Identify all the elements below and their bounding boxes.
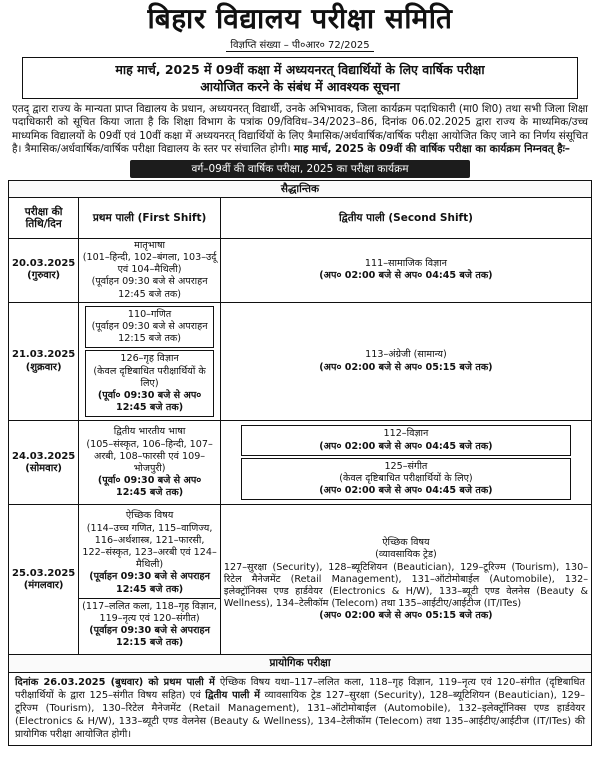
subject-line-2: आयोजित करने के संबंध में आवश्यक सूचना xyxy=(200,79,400,94)
page-title: बिहार विद्यालय परीक्षा समिति xyxy=(147,2,453,35)
first-shift-cell xyxy=(79,302,221,421)
table-row xyxy=(9,302,592,421)
practical-row xyxy=(9,672,592,745)
second-shift-cell: 111–सामाजिक विज्ञान (अप० 02:00 बजे से अप० 04:45 बजे तक) xyxy=(220,238,591,302)
subject-block: 126–गृह विज्ञान (केवल दृष्टिबाधित परीक्षार्थियों के लिए) (पूर्वा० 09:30 बजे से अप० 12:45 बजे तक) xyxy=(85,350,213,417)
schedule-title: वर्ग–09वीं की वार्षिक परीक्षा, 2025 का परीक्षा कार्यक्रम xyxy=(130,160,470,178)
section-theory: सैद्धान्तिक xyxy=(9,180,592,197)
date-cell: 20.03.2025 (गुरुवार) xyxy=(9,238,79,302)
schedule-table xyxy=(8,180,592,746)
second-shift-cell: ऐच्छिक विषय (व्यावसायिक ट्रेड) 127–सुरक्षा (Security), 128–ब्यूटिशियन (Beautician), 129–टूरिज्म (Tourism), 130–रिटेल मैनेजमेंट (Retail Management), 131–ऑटोमोबाईल (Automobile), 132–इलेक्ट्रॉनिक्स एण्ड हार्डवेयर (Electronics & H/W), 133–ब्यूटी एण्ड वेलनेस (Beauty & Wellness), 134–टेलीकॉम (Telecom) तथा 135–आईटीए/आईटीज (IT/ITes) (अप० 02:00 बजे से अप० 05:15 बजे तक) xyxy=(220,505,591,655)
section-practical-row xyxy=(9,655,592,672)
notice-number: विज्ञप्ति संख्या – पी०आर० 72/2025 xyxy=(8,37,592,51)
first-shift-cell: द्वितीय भारतीय भाषा (105–संस्कृत, 106–हिन्दी, 107–अरबी, 108–फारसी एवं 109–भोजपुरी) (पूर्वा० 09:30 बजे से अप० 12:45 बजे तक) xyxy=(79,421,221,505)
second-shift-cell xyxy=(220,421,591,505)
table-header xyxy=(9,197,592,238)
first-shift-cell: मातृभाषा (101–हिन्दी, 102–बंगला, 103–उर्दू एवं 104–मैथिली) (पूर्वाहन 09:30 बजे से अपराहन 12:45 बजे तक) xyxy=(79,238,221,302)
practical-text: दिनांक 26.03.2025 (बुधवार) को प्रथम पाली में ऐच्छिक विषय यथा–117–ललित कला, 118–गृह विज्ञान, 119–नृत्य एवं 120–संगीत (दृष्टिबाधित परीक्षार्थियों के द्वारा 125–संगीत विषय सहित) एवं द्वितीय पाली में व्यावसायिक ट्रेड 127–सुरक्षा (Security), 128–ब्यूटिशियन (Beautician), 129–टूरिज्म (Tourism), 130–रिटेल मैनेजमेंट (Retail Management), 131–ऑटोमोबाईल (Automobile), 132–इलेक्ट्रॉनिक्स एण्ड हार्डवेयर (Electronics & H/W), 133–ब्यूटी एण्ड वेलनेस (Beauty & Wellness), 134–टेलीकॉम (Telecom) तथा 135–आईटीए/आईटीज (IT/ITes) की प्रायोगिक परीक्षा आयोजित होगी। xyxy=(9,672,592,745)
col-second-shift-header: द्वितीय पाली (Second Shift) xyxy=(220,197,591,238)
table-row xyxy=(9,238,592,302)
subject-block: 110–गणित (पूर्वाहन 09:30 बजे से अपराहन 12:15 बजे तक) xyxy=(85,306,213,349)
table-row xyxy=(9,505,592,655)
intro-paragraph: एतद् द्वारा राज्य के मान्यता प्राप्त विद्यालय के प्रधान, अध्ययनरत् विद्यार्थी, उनके अभिभावक, जिला कार्यक्रम पदाधिकारी (मा0 शि0) तथा सभी जिला शिक्षा पदाधिकारी को सूचित किया जाता है कि शिक्षा विभाग के पत्रांक 09/विविध–34/2023–86, दिनांक 06.02.2025 द्वारा राज्य के माध्यमिक/उच्च माध्यमिक विद्यालयों के 09वीं एवं 10वीं कक्षा में अध्ययनरत् विद्यार्थियों के लिए त्रैमासिक/अर्धवार्षिक/वार्षिक परीक्षा आयोजित किए जाने का निर्णय संसूचित है। त्रैमासिक/अर्धवार्षिक/वार्षिक परीक्षा विद्यालय के स्तर पर संचालित होगी। माह मार्च, 2025 के 09वीं की वार्षिक परीक्षा का कार्यक्रम निम्नवत् हैः– xyxy=(12,103,588,156)
subject-line-1: माह मार्च, 2025 में 09वीं कक्षा में अध्ययनरत् विद्यार्थियों के लिए वार्षिक परीक्षा xyxy=(115,62,485,77)
subject-block: (117–ललित कला, 118–गृह विज्ञान, 119–नृत्य एवं 120–संगीत) (पूर्वाहन 09:30 बजे से अपराहन 12:15 बजे तक) xyxy=(79,598,220,650)
intro-bold: माह मार्च, 2025 के 09वीं की वार्षिक परीक्षा का कार्यक्रम निम्नवत् हैः– xyxy=(293,143,570,156)
section-practical: प्रायोगिक परीक्षा xyxy=(9,655,592,672)
subject-block: 125–संगीत (केवल दृष्टिबाधित परीक्षार्थियों के लिए) (अप० 02:00 बजे से अप० 04:45 बजे तक) xyxy=(241,458,571,501)
date-cell: 24.03.2025 (सोमवार) xyxy=(9,421,79,505)
col-date-header: परीक्षा की तिथि/दिन xyxy=(9,197,79,238)
col-first-shift-header: प्रथम पाली (First Shift) xyxy=(79,197,221,238)
subject-block: 112–विज्ञान (अप० 02:00 बजे से अप० 04:45 बजे तक) xyxy=(241,425,571,455)
table-row xyxy=(9,421,592,505)
first-shift-cell: ऐच्छिक विषय (114–उच्च गणित, 115–वाणिज्य, 116–अर्थशास्त्र, 121–फारसी, 122–संस्कृत, 123–अरबी एवं 124–मैथिली) (पूर्वाहन 09:30 बजे से अपराहन 12:45 बजे तक) (117–ललित कला, 118–गृह विज्ञान, 119–नृत्य एवं 120–संगीत) (पूर्वाहन 09:30 बजे से अपराहन 12:15 बजे तक) xyxy=(79,505,221,655)
date-cell: 25.03.2025 (मंगलवार) xyxy=(9,505,79,655)
date-cell: 21.03.2025 (शुक्रवार) xyxy=(9,302,79,421)
second-shift-cell: 113–अंग्रेजी (सामान्य) (अप० 02:00 बजे से अप० 05:15 बजे तक) xyxy=(220,302,591,421)
section-theory-row xyxy=(9,180,592,197)
subject-box xyxy=(22,57,578,99)
